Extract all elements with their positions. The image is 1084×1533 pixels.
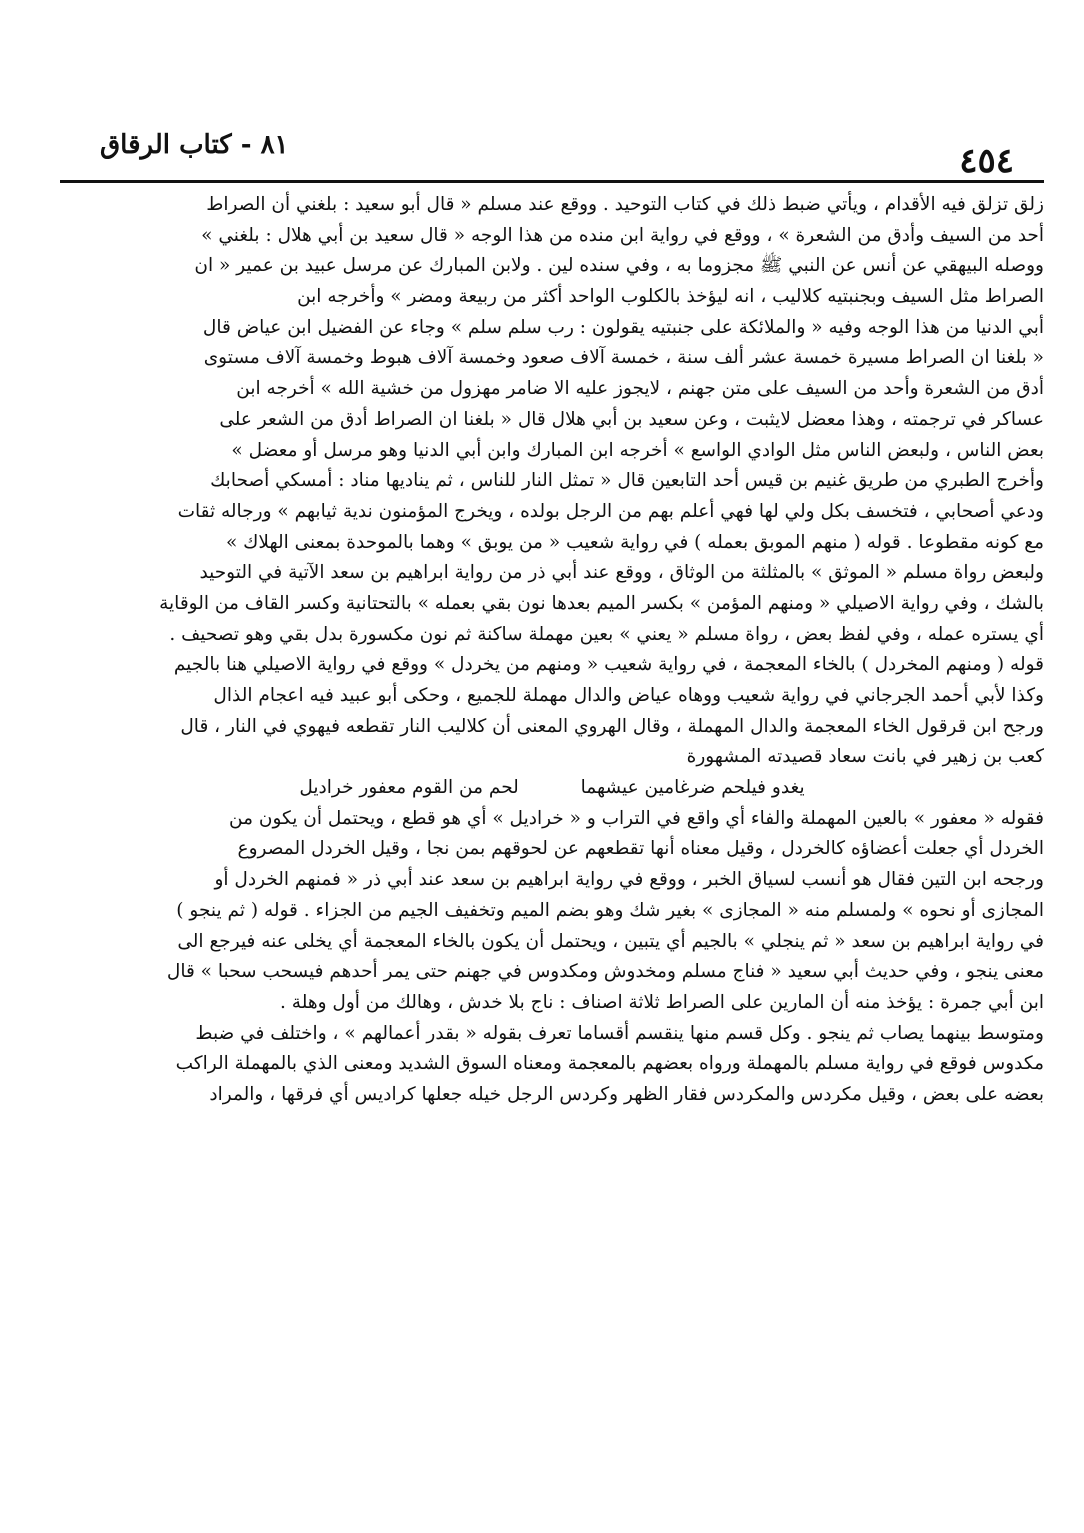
text-line: ورجح ابن قرقول الخاء المعجمة والدال المهملة ، وقال الهروي المعنى أن كلاليب النار تقطعه فيهوي في النار ، قال [180,715,1044,737]
body-text [60,190,1044,1510]
verse-first-hemistich: يغدو فيلحم ضرغامين عيشهما [580,777,805,799]
text-line: « بلغنا ان الصراط مسيرة خمسة عشر ألف سنة ، خمسة آلاف صعود وخمسة آلاف هبوط وخمسة آلاف مستوى [203,347,1044,369]
header-divider [60,180,1044,183]
text-line: معنى ينجو ، وفي حديث أبي سعيد « فناج مسلم ومخدوش ومكدوس في جهنم حتى يمر أحدهم فيسحب سحبا » قال [166,961,1044,983]
text-line: أبي الدنيا من هذا الوجه وفيه « والملائكة على جنبتيه يقولون : رب سلم سلم » وجاء عن الفضيل ابن عياض قال [202,316,1044,338]
text-line: المجازى أو نحوه » ولمسلم منه « المجازى » بغير شك وهو بضم الميم وتخفيف الجيم من الجزاء . قوله ( ثم ينجو ) [176,899,1044,921]
text-line: في رواية ابراهيم بن سعد « ثم ينجلي » بالجيم أي يتبين ، ويحتمل أن يكون بالخاء المعجمة أي يخلى عنه فيرجع الى [177,930,1044,952]
text-line: أحد من السيف وأدق من الشعرة » ، ووقع في رواية ابن منده من هذا الوجه « قال سعيد بن أبي هلال : بلغني » [201,224,1044,246]
poetry-verse [60,773,1044,804]
text-line: كعب بن زهير في بانت سعاد قصيدته المشهورة [686,746,1044,768]
page-number: ٤٥٤ [959,141,1014,181]
text-line: ووصله البيهقي عن أنس عن النبي ﷺ مجزوما به ، وفي سنده لين . ولابن المبارك عن مرسل عبيد بن عمير « ان [194,255,1044,277]
text-line: بالشك ، وفي رواية الاصيلي « ومنهم المؤمن » بكسر الميم بعدها نون بقي بعمله » بالتحتانية وكسر القاف من الوقاية [159,592,1044,614]
text-line: مع كونه مقطوعا . قوله ( منهم الموبق بعمله ) في رواية شعيب « من يوبق » وهما بالموحدة بمعنى الهلاك » [225,531,1044,553]
text-line: زلق تزلق فيه الأقدام ، ويأتي ضبط ذلك في كتاب التوحيد . ووقع عند مسلم « قال أبو سعيد : بلغني أن الصراط [206,194,1044,215]
text-line: بعضه على بعض ، وقيل مكردس والمكردس فقار الظهر وكردس الرجل خيله جعلها كراديس أي فرقها ، والمراد [209,1083,1044,1105]
text-line: أدق من الشعرة وأحد من السيف على متن جهنم ، لايجوز عليه الا ضامر مهزول من خشية الله » أخرجه ابن [236,378,1044,400]
text-line: ورجحه ابن التين فقال هو أنسب لسياق الخبر ، ووقع في رواية ابراهيم بن سعد عند أبي ذر « فمنهم الخردل أو [214,869,1044,891]
chapter-title: ٨١ - كتاب الرقاق [100,130,289,160]
text-line: قوله ( ومنهم المخردل ) بالخاء المعجمة ، في رواية شعيب « ومنهم من يخردل » ووقع في رواية الاصيلي هنا بالجيم [173,654,1044,676]
text-line: فقوله « معفور » بالعين المهملة والفاء أي واقع في التراب و « خراديل » أي هو قطع ، ويحتمل أن يكون من [229,807,1044,829]
text-line: ولبعض رواة مسلم « الموثق » بالمثلثة من الوثاق ، ووقع عند أبي ذر من رواية ابراهيم بن سعد الآتية في التوحيد [199,562,1044,584]
text-line: بعض الناس ، ولبعض الناس مثل الوادي الواسع » أخرجه ابن المبارك وابن أبي الدنيا وهو مرسل أو معضل » [231,439,1044,461]
text-line: الصراط مثل السيف وبجنبتيه كلاليب ، انه ليؤخذ بالكلوب الواحد أكثر من ربيعة ومضر » وأخرجه ابن [297,286,1044,308]
page-header [60,130,1044,182]
text-line: عساكر في ترجمته ، وهذا معضل لايثبت ، وعن سعيد بن أبي هلال قال « بلغنا ان الصراط أدق من الشعر على [219,408,1044,430]
text-line: وكذا لأبي أحمد الجرجاني في رواية شعيب ووهاه عياض والدال مهملة للجميع ، وحكى أبو عبيد فيه اعجام الذال [213,685,1044,706]
verse-second-hemistich: لحم من القوم معفور خراديل [299,777,519,799]
text-line: ابن أبي جمرة : يؤخذ منه أن المارين على الصراط ثلاثة اصناف : ناج بلا خدش ، وهالك من أول وهلة . [280,991,1044,1013]
text-line: ودعي أصحابي ، فتخسف بكل ولي لها فهي أعلم بهم من الرجل بولده ، ويخرج المؤمنون ندية ثيابهم » ورجاله ثقات [177,500,1044,522]
text-line: الخردل أي جعلت أعضاؤه كالخردل ، وقيل معناه أنها تقطعهم عن لحوقهم بمن نجا ، وقيل الخردل المصروع [237,838,1044,860]
text-line: مكدوس فوقع في رواية مسلم بالمهملة ورواه بعضهم بالمعجمة ومعناه السوق الشديد ومعنى الذي بالمهملة الراكب [175,1053,1044,1075]
text-line: وأخرج الطبري من طريق غنيم بن قيس أحد التابعين قال « تمثل النار للناس ، ثم يناديها مناد : أمسكي أصحابك [210,470,1044,492]
text-line: ومتوسط بينهما يصاب ثم ينجو . وكل قسم منها ينقسم أقساما تعرف بقوله « بقدر أعمالهم » ، واختلف في ضبط [195,1022,1044,1044]
text-line: أي يستره عمله ، وفي لفظ بعض ، رواة مسلم « يعني » بعين مهملة ساكنة ثم نون مكسورة بدل بقي وهو تصحيف . [169,623,1044,645]
